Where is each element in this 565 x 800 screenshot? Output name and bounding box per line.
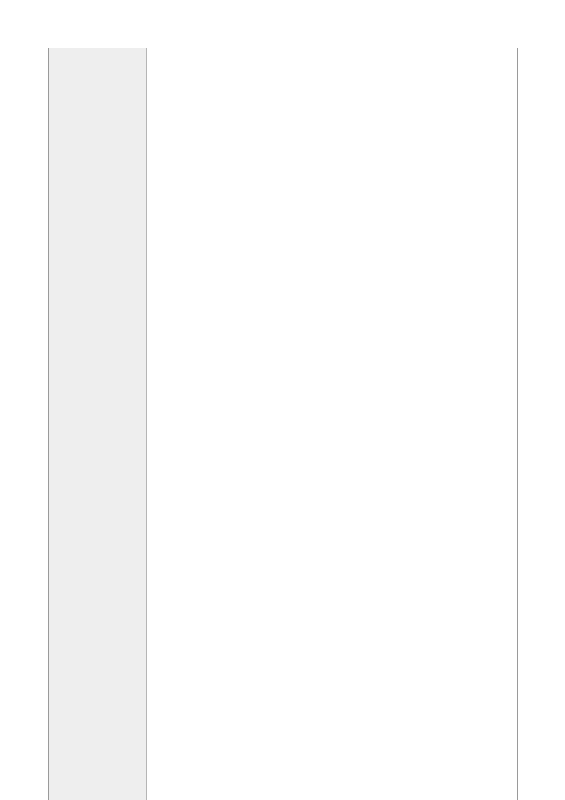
document-content: [150, 48, 512, 93]
page-frame: [48, 48, 518, 800]
